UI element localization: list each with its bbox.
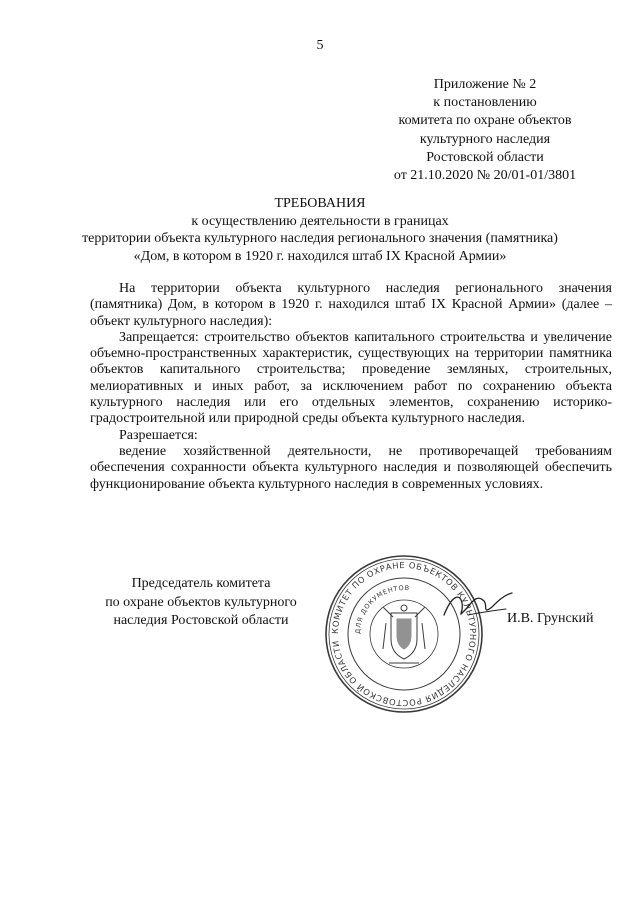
position-line: по охране объектов культурного (105, 594, 297, 610)
coat-of-arms-icon (383, 605, 425, 663)
signatory-position (86, 575, 316, 631)
seal-outer-text: КОМИТЕТ ПО ОХРАНЕ ОБЪЕКТОВ КУЛЬТУРНОГО НАСЛЕДИЯ РОСТОВСКОЙ ОБЛАСТИ (329, 559, 479, 709)
title-line: к осуществлению деятельности в границах (191, 213, 449, 229)
appendix-line: от 21.10.2020 № 20/01-01/3801 (393, 168, 577, 184)
appendix-line: Ростовской области (426, 149, 544, 165)
position-line: наследия Ростовской области (113, 613, 289, 628)
appendix-block (380, 76, 590, 185)
signatory-name: И.В. Грунский (507, 611, 594, 626)
appendix-line: культурного наследия (419, 131, 551, 147)
prohibited-paragraph: Запрещается: строительство объектов капитального строительства и увеличение объемно-пространственных характеристик, существующих на территории памятника объектов капитального строительства; проведение земляных, строительных, мелиоративных и иных работ, за исключением работ по сохранению объекта культурного наследия или его отдельных элементов, сохранению историко-градостроительной или природной среды объекта культурного наследия. (90, 329, 612, 427)
position-line: Председатель комитета (131, 576, 271, 591)
appendix-line: Приложение № 2 (433, 77, 537, 92)
allowed-paragraph: ведение хозяйственной деятельности, не противоречащей требованиям обеспечения сохранности объекта культурного наследия и позволяющей обеспечить функционирование объекта культурного наследия в современных условиях. (90, 443, 612, 492)
handwritten-signature (438, 585, 518, 625)
appendix-line: к постановлению (433, 95, 537, 111)
seal-inner-text: ДЛЯ ДОКУМЕНТОВ (353, 583, 411, 635)
document-body (90, 281, 612, 493)
title-heading: ТРЕБОВАНИЯ (274, 196, 366, 211)
title-line: территории объекта культурного наследия регионального значения (памятника) (82, 231, 558, 246)
official-seal (323, 553, 485, 715)
page-number: 5 (316, 38, 324, 53)
document-title (60, 195, 580, 265)
allowed-label: Разрешается: (119, 427, 198, 443)
intro-paragraph: На территории объекта культурного наследия регионального значения (памятника) Дом, в котором в 1920 г. находился штаб IX Красной Армии» (далее – объект культурного наследия): (90, 281, 612, 329)
appendix-line: комитета по охране объектов (398, 113, 572, 129)
title-line: «Дом, в котором в 1920 г. находился штаб IX Красной Армии» (133, 248, 507, 264)
